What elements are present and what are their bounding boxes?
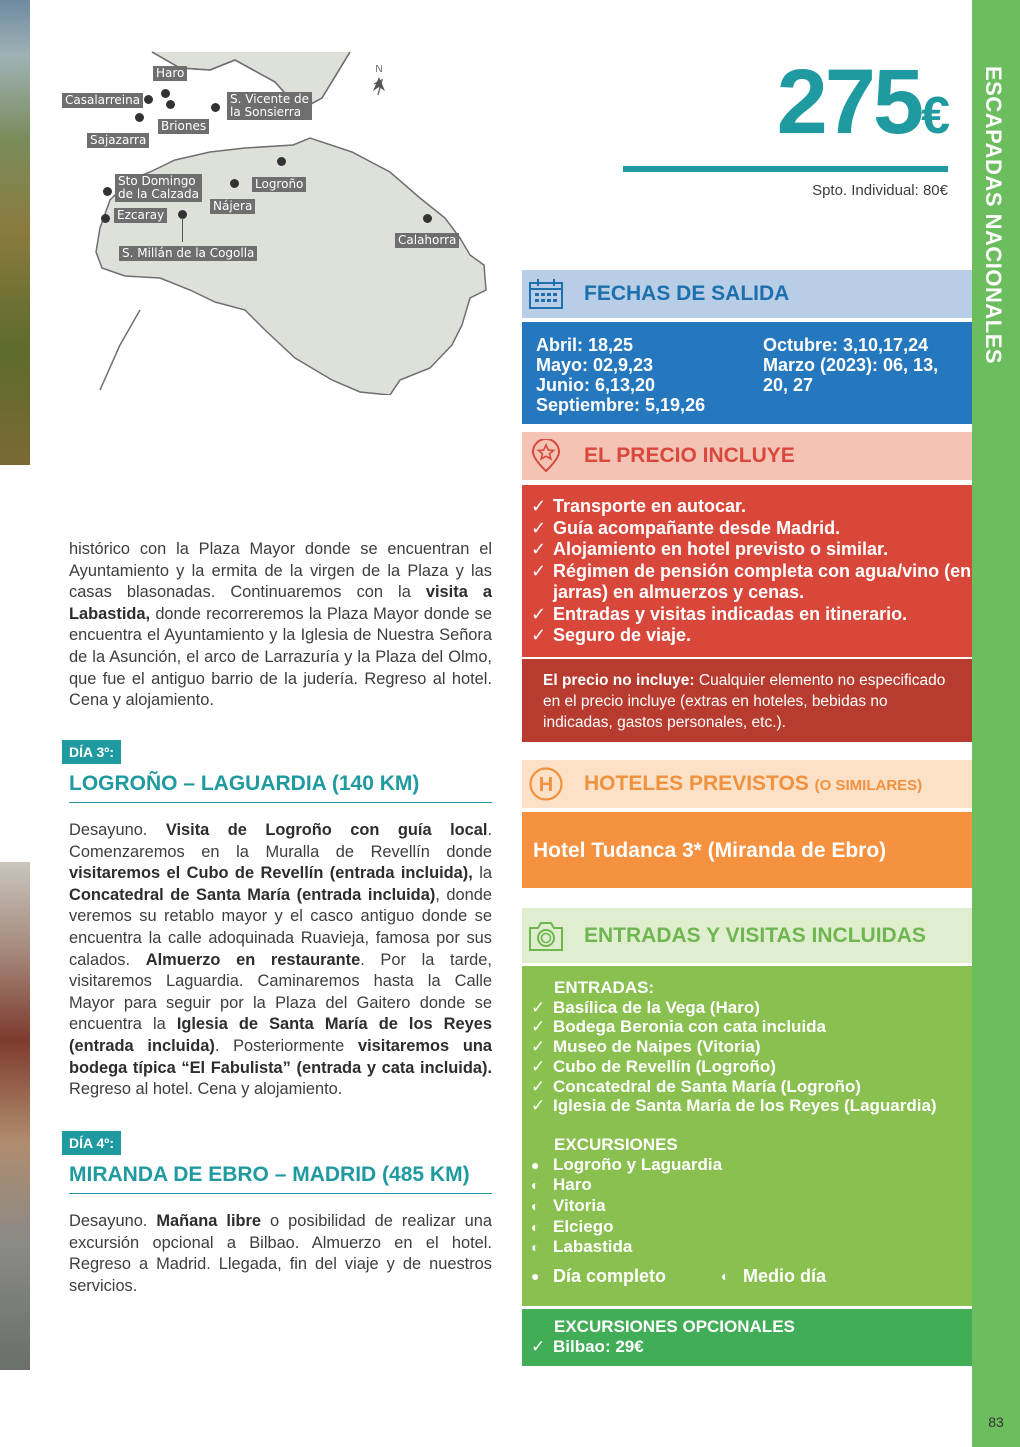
full-day-icon: ●	[531, 1156, 540, 1173]
fecha-line: Abril: 18,25	[536, 335, 634, 355]
map-label-ezcaray: Ezcaray	[114, 208, 167, 223]
map-dot-san-vicente	[211, 103, 220, 112]
list-item: ● Logroño y Laguardia	[531, 1154, 723, 1174]
camera-icon	[522, 912, 570, 960]
fechas-title: FECHAS DE SALIDA	[584, 282, 790, 305]
day-4-title: MIRANDA DE EBRO – MADRID (485 KM)	[69, 1163, 492, 1194]
half-day-icon: ◐	[531, 1239, 540, 1256]
day-3-tag: DÍA 3º:	[62, 740, 121, 764]
map-label-sajazarra: Sajazarra	[87, 133, 149, 148]
fecha-line: Marzo (2023): 06, 13,	[763, 355, 939, 375]
incluye-title: EL PRECIO INCLUYE	[584, 444, 795, 467]
map-dot-logrono	[277, 157, 286, 166]
intro-paragraph: histórico con la Plaza Mayor donde se encuentran el Ayuntamiento y la ermita de la virgen de la Plaza y las casas blasonadas. Continuaremos con la visita a Labastida, donde recorreremos la Plaza Mayor donde se encuentra el Ayuntamiento y la Iglesia de Nuestra Señora de la Asunción, el arco de Larrazuría y la Plaza del Olmo, que fue el antiguo barrio de la judería. Regreso al hotel. Cena y alojamiento.	[69, 540, 492, 710]
day-4-paragraph: Desayuno. Mañana libre o posibilidad de realizar una excursión opcional a Bilbao. Almuerzo en el hotel. Regreso a Madrid. Llegada, fin del viaje y de nuestros servicios.	[69, 1212, 492, 1295]
fecha-line: Septiembre: 5,19,26	[536, 395, 706, 415]
map-dot-briones	[166, 100, 175, 109]
half-day-icon: ◐	[531, 1218, 540, 1235]
check-icon: ✓	[531, 997, 546, 1017]
check-icon: ✓	[531, 560, 547, 581]
list-item: ✓ Cubo de Revellín (Logroño)	[531, 1056, 776, 1076]
day-3-title: LOGROÑO – LAGUARDIA (140 KM)	[69, 772, 492, 803]
list-item: ◐ Elciego	[531, 1216, 614, 1236]
route-map	[60, 40, 496, 395]
north-arrow-head-icon	[371, 75, 387, 93]
day-3-paragraph: Desayuno. Visita de Logroño con guía local. Comenzaremos en la Muralla de Revellín donde visitaremos el Cubo de Revellín (entrada incluida), la Concatedral de Santa María (entrada incluida), donde veremos su retablo mayor y el casco antiguo donde se encuentra la calle adoquinada Ruavieja, famosa por sus calados. Almuerzo en restaurante. Por la tarde, visitaremos Laguardia. Caminaremos hasta la Calle Mayor para seguir por la Plaza del Gaitero donde se encuentra la Iglesia de Santa María de los Reyes (entrada incluida). Posteriormente visitaremos una bodega típica “El Fabulista” (entrada y cata incluida). Regreso al hotel. Cena y alojamiento.	[69, 821, 492, 1099]
star-badge-icon	[522, 432, 570, 480]
entradas-body	[522, 966, 972, 1306]
list-item: ✓ Transporte en autocar.	[531, 496, 747, 516]
north-arrow-icon	[371, 65, 387, 95]
day-4-tag: DÍA 4º:	[62, 1131, 121, 1155]
list-item: ✓ Guía acompañante desde Madrid.	[531, 517, 841, 538]
check-icon: ✓	[531, 496, 547, 516]
excursiones-subtitle: EXCURSIONES	[554, 1134, 678, 1154]
fecha-line: 20, 27	[763, 375, 814, 395]
fecha-line: Mayo: 02,9,23	[536, 355, 654, 375]
list-item: ✓ Basílica de la Vega (Haro)	[531, 997, 760, 1017]
check-icon: ✓	[531, 1096, 546, 1116]
check-icon: ✓	[531, 625, 547, 645]
excursion-legend	[531, 1267, 972, 1287]
map-dot-najera	[230, 179, 239, 188]
fechas-body	[522, 322, 972, 424]
map-label-calahorra: Calahorra	[395, 233, 459, 248]
list-item: ✓ Régimen de pensión completa con agua/vino (en jarras) en almuerzos y cenas.	[531, 560, 972, 602]
map-dot-casalarreina	[144, 95, 153, 104]
hoteles-header	[522, 760, 972, 808]
san-millan-leader-line	[182, 218, 183, 242]
calendar-icon	[522, 270, 570, 318]
list-item: ✓ Iglesia de Santa María de los Reyes (Laguardia)	[531, 1096, 937, 1116]
price-divider	[623, 166, 948, 172]
map-dot-sto-domingo	[103, 187, 112, 196]
legend-half-day: ◐ Medio día	[721, 1266, 827, 1287]
incluye-header	[522, 432, 972, 480]
check-icon: ✓	[531, 517, 547, 538]
fechas-left-column	[536, 335, 746, 415]
check-icon: ✓	[531, 1017, 546, 1037]
check-icon: ✓	[531, 1056, 546, 1076]
check-icon: ✓	[531, 603, 547, 624]
north-label: N	[375, 64, 383, 75]
map-label-haro: Haro	[153, 66, 187, 81]
landscape-photo	[0, 0, 30, 465]
list-item: ◐ Labastida	[531, 1237, 633, 1257]
town-photo	[0, 862, 30, 1370]
list-item: ◐ Vitoria	[531, 1196, 606, 1216]
no-incluye-note: El precio no incluye: Cualquier elemento no especificado en el precio incluye (extras en hoteles, bebidas no indicadas, gastos personales, etc.).	[522, 659, 972, 742]
check-icon: ✓	[531, 539, 547, 559]
half-day-icon: ◐	[531, 1177, 540, 1194]
fecha-line: Junio: 6,13,20	[536, 375, 656, 395]
hotel-icon	[522, 760, 570, 808]
map-dot-calahorra	[423, 214, 432, 223]
list-item: ✓ Bilbao: 29€	[531, 1337, 644, 1356]
check-icon: ✓	[531, 1076, 546, 1096]
map-label-najera: Nájera	[210, 199, 255, 214]
half-day-icon: ◐	[721, 1268, 730, 1285]
list-item: ✓ Entradas y visitas indicadas en itinerario.	[531, 603, 908, 624]
price: 275€	[776, 51, 950, 153]
map-dot-sajazarra	[135, 113, 144, 122]
list-item: ◐ Haro	[531, 1175, 592, 1195]
half-day-icon: ◐	[531, 1198, 540, 1215]
fechas-header	[522, 270, 972, 318]
list-item: ✓ Seguro de viaje.	[531, 625, 692, 645]
map-label-casalarreina: Casalarreina	[62, 93, 143, 108]
entradas-subtitle: ENTRADAS:	[554, 978, 655, 997]
page-number: 83	[988, 1414, 1004, 1430]
map-dot-ezcaray	[101, 214, 110, 223]
map-label-logrono: Logroño	[252, 177, 306, 192]
map-dot-haro	[161, 89, 170, 98]
opcionales-subtitle: EXCURSIONES OPCIONALES	[554, 1317, 795, 1336]
list-item: ✓ Museo de Naipes (Vitoria)	[531, 1037, 761, 1057]
fechas-right-column	[763, 335, 963, 395]
entradas-header	[522, 908, 972, 963]
section-title: ESCAPADAS NACIONALES	[981, 66, 1006, 365]
opcionales-body	[522, 1309, 972, 1366]
incluye-list	[522, 485, 972, 657]
single-supplement: Spto. Individual: 80€	[812, 182, 948, 199]
hoteles-title: HOTELES PREVISTOS (O SIMILARES)	[584, 772, 923, 795]
map-label-san-vicente: S. Vicente de la Sonsierra	[227, 92, 312, 120]
map-label-sto-domingo: Sto Domingo de la Calzada	[115, 174, 202, 202]
svg-text:H: H	[538, 774, 554, 796]
fecha-line: Octubre: 3,10,17,24	[763, 335, 929, 355]
hotel-name: Hotel Tudanca 3* (Miranda de Ebro)	[522, 812, 972, 888]
list-item: ✓ Concatedral de Santa María (Logroño)	[531, 1076, 861, 1096]
map-label-briones: Briones	[158, 119, 209, 134]
list-item: ✓ Alojamiento en hotel previsto o similar.	[531, 539, 889, 559]
check-icon: ✓	[531, 1337, 546, 1356]
list-item: ✓ Bodega Beronia con cata incluida	[531, 1017, 827, 1037]
legend-full-day: ● Día completo	[531, 1266, 667, 1287]
full-day-icon: ●	[531, 1268, 540, 1285]
entradas-title: ENTRADAS Y VISITAS INCLUIDAS	[584, 923, 926, 947]
check-icon: ✓	[531, 1037, 546, 1057]
map-label-san-millan: S. Millán de la Cogolla	[119, 246, 257, 261]
